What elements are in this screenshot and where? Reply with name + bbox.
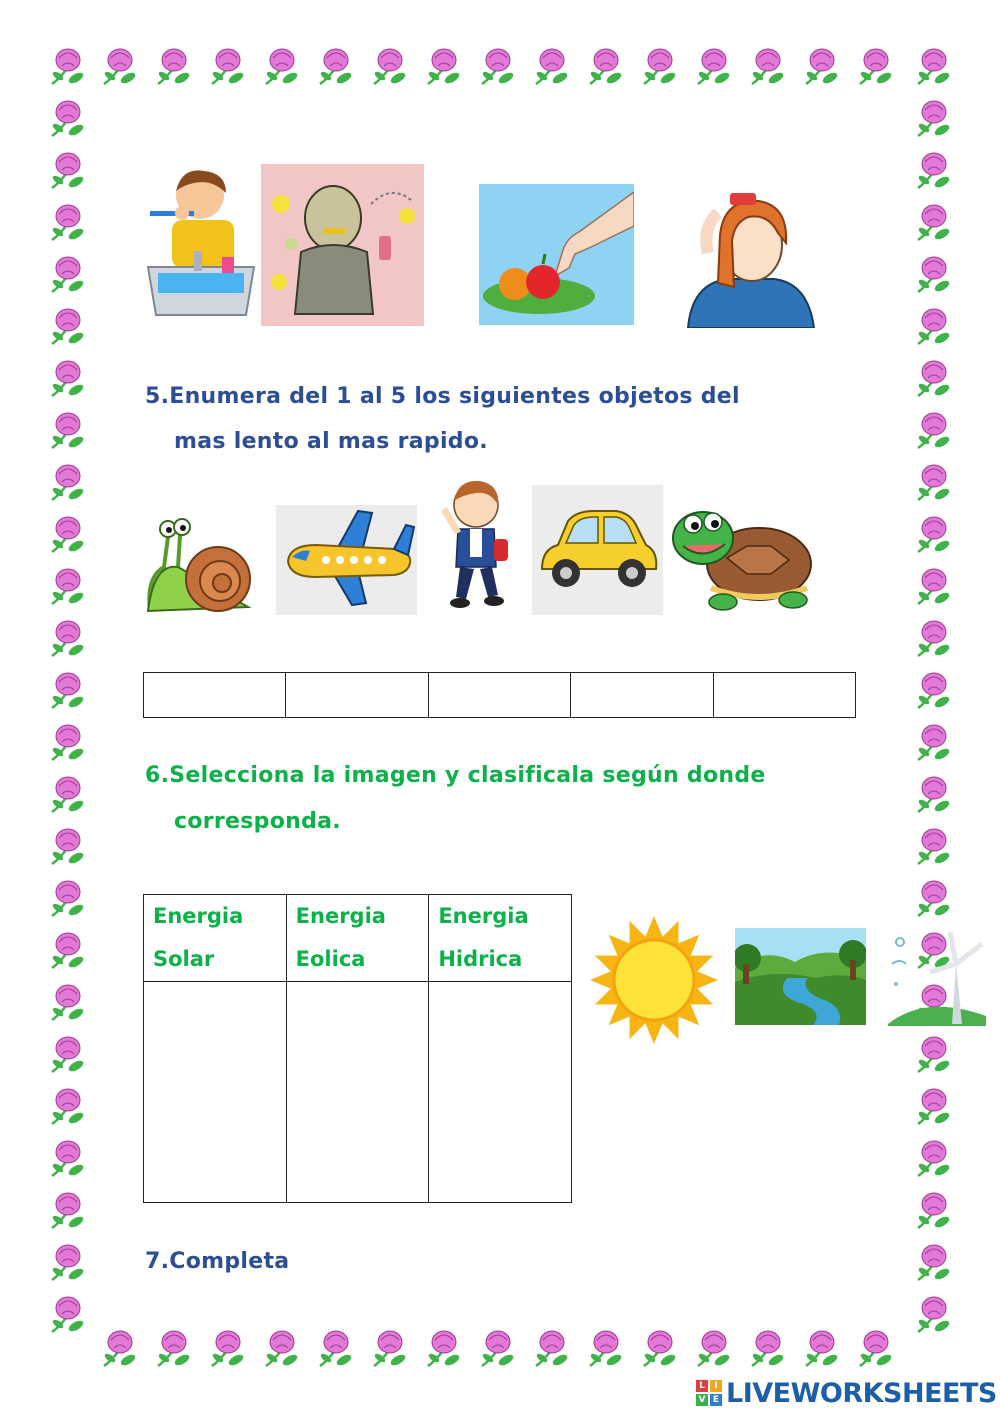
flower-icon bbox=[373, 1331, 407, 1367]
flower-icon bbox=[51, 413, 85, 449]
section-7-title: 7.Completa bbox=[145, 1249, 290, 1274]
flower-icon bbox=[51, 621, 85, 657]
header-line: Eolica bbox=[295, 947, 366, 971]
flower-icon bbox=[589, 49, 623, 85]
turtle-picture bbox=[667, 502, 815, 614]
flower-icon bbox=[51, 881, 85, 917]
flower-icon bbox=[751, 49, 785, 85]
flower-icon bbox=[917, 517, 951, 553]
flower-icon bbox=[319, 1331, 353, 1367]
flower-icon bbox=[51, 361, 85, 397]
header-wind-energy bbox=[286, 895, 429, 982]
flower-icon bbox=[805, 49, 839, 85]
flower-icon bbox=[917, 153, 951, 189]
flower-icon bbox=[917, 257, 951, 293]
flower-icon bbox=[51, 829, 85, 865]
flower-icon bbox=[917, 1141, 951, 1177]
sun-picture[interactable] bbox=[588, 914, 720, 1046]
flower-icon bbox=[319, 49, 353, 85]
flower-icon bbox=[103, 49, 137, 85]
answer-cell[interactable] bbox=[428, 673, 570, 718]
flower-icon bbox=[697, 1331, 731, 1367]
flower-icon bbox=[51, 309, 85, 345]
flower-icon bbox=[51, 725, 85, 761]
logo-letter: E bbox=[710, 1394, 722, 1406]
table-row bbox=[144, 673, 856, 718]
flower-icon bbox=[917, 361, 951, 397]
flower-icon bbox=[917, 1193, 951, 1229]
flower-icon bbox=[51, 205, 85, 241]
flower-icon bbox=[51, 465, 85, 501]
flower-icon bbox=[103, 1331, 137, 1367]
liveworksheets-logo bbox=[696, 1378, 997, 1408]
flower-icon bbox=[51, 933, 85, 969]
flower-icon bbox=[51, 1297, 85, 1333]
sun-core bbox=[614, 940, 694, 1020]
header-solar-energy bbox=[144, 895, 287, 982]
header-line: Solar bbox=[153, 947, 215, 971]
girl-combing-hair-picture bbox=[678, 183, 822, 328]
logo-letter: L bbox=[696, 1380, 708, 1392]
walking-boy-picture bbox=[436, 477, 516, 613]
answer-cell[interactable] bbox=[713, 673, 855, 718]
flower-icon bbox=[535, 1331, 569, 1367]
flower-icon bbox=[51, 517, 85, 553]
logo-letter: I bbox=[710, 1380, 722, 1392]
flower-icon bbox=[51, 985, 85, 1021]
answer-cell[interactable] bbox=[286, 673, 428, 718]
flower-icon bbox=[917, 1037, 951, 1073]
dirty-man-picture bbox=[261, 164, 424, 326]
flower-icon bbox=[643, 1331, 677, 1367]
flower-icon bbox=[917, 205, 951, 241]
flower-icon bbox=[917, 49, 951, 85]
header-line: Energia bbox=[438, 904, 529, 928]
flower-icon bbox=[917, 1089, 951, 1125]
flower-icon bbox=[589, 1331, 623, 1367]
car-picture bbox=[532, 485, 663, 615]
river-landscape-picture[interactable] bbox=[735, 928, 866, 1025]
flower-icon bbox=[917, 621, 951, 657]
snail-picture bbox=[144, 507, 256, 615]
flower-icon bbox=[51, 1193, 85, 1229]
header-line: Hidrica bbox=[438, 947, 523, 971]
flower-icon bbox=[917, 725, 951, 761]
flower-icon bbox=[917, 413, 951, 449]
flower-icon bbox=[859, 1331, 893, 1367]
section-6-question-line-2: corresponda. bbox=[174, 809, 341, 834]
flower-icon bbox=[917, 1297, 951, 1333]
flower-icon bbox=[265, 49, 299, 85]
flower-icon bbox=[211, 1331, 245, 1367]
flower-icon bbox=[917, 101, 951, 137]
flower-icon bbox=[643, 49, 677, 85]
flower-icon bbox=[51, 777, 85, 813]
flower-icon bbox=[211, 49, 245, 85]
flower-icon bbox=[917, 881, 951, 917]
answer-cell[interactable] bbox=[571, 673, 713, 718]
table-header-row bbox=[144, 895, 572, 982]
flower-icon bbox=[917, 1245, 951, 1281]
flower-icon bbox=[751, 1331, 785, 1367]
flower-icon bbox=[917, 777, 951, 813]
flower-icon bbox=[481, 49, 515, 85]
flower-icon bbox=[51, 569, 85, 605]
flower-icon bbox=[157, 49, 191, 85]
flower-icon bbox=[51, 257, 85, 293]
section-5-question-line-1: 5.Enumera del 1 al 5 los siguientes objetos del bbox=[145, 384, 740, 409]
flower-icon bbox=[51, 153, 85, 189]
answer-cell[interactable] bbox=[144, 673, 286, 718]
flower-icon bbox=[373, 49, 407, 85]
flower-icon bbox=[157, 1331, 191, 1367]
flower-icon bbox=[917, 309, 951, 345]
flower-icon bbox=[51, 49, 85, 85]
table-row bbox=[144, 982, 572, 1203]
drop-zone-solar[interactable] bbox=[144, 982, 287, 1203]
logo-letter: V bbox=[696, 1394, 708, 1406]
flower-icon bbox=[51, 1037, 85, 1073]
energy-classification-table bbox=[143, 894, 572, 1203]
drop-zone-wind[interactable] bbox=[286, 982, 429, 1203]
washing-fruit-picture bbox=[479, 184, 634, 325]
drop-zone-hydro[interactable] bbox=[429, 982, 572, 1203]
flower-icon bbox=[51, 1089, 85, 1125]
flower-icon bbox=[265, 1331, 299, 1367]
flower-icon bbox=[917, 673, 951, 709]
logo-text: LIVEWORKSHEETS bbox=[726, 1377, 997, 1409]
flower-icon bbox=[51, 673, 85, 709]
flower-icon bbox=[917, 569, 951, 605]
ordering-answer-table bbox=[143, 672, 856, 718]
flower-icon bbox=[859, 49, 893, 85]
header-line: Energia bbox=[153, 904, 244, 928]
flower-icon bbox=[917, 829, 951, 865]
flower-icon bbox=[917, 465, 951, 501]
flower-icon bbox=[427, 1331, 461, 1367]
logo-mark-icon bbox=[696, 1380, 722, 1406]
airplane-picture bbox=[276, 505, 417, 615]
flower-icon bbox=[51, 1245, 85, 1281]
flower-icon bbox=[481, 1331, 515, 1367]
windmill-picture[interactable] bbox=[886, 924, 986, 1026]
boy-brushing-teeth-picture bbox=[142, 165, 260, 327]
flower-icon bbox=[697, 49, 731, 85]
section-6-question-line-1: 6.Selecciona la imagen y clasificala según donde bbox=[145, 763, 766, 788]
flower-icon bbox=[805, 1331, 839, 1367]
header-line: Energia bbox=[295, 904, 386, 928]
section-5-question-line-2: mas lento al mas rapido. bbox=[174, 429, 488, 454]
flower-icon bbox=[427, 49, 461, 85]
header-hydro-energy bbox=[429, 895, 572, 982]
flower-icon bbox=[51, 101, 85, 137]
flower-icon bbox=[51, 1141, 85, 1177]
flower-icon bbox=[535, 49, 569, 85]
